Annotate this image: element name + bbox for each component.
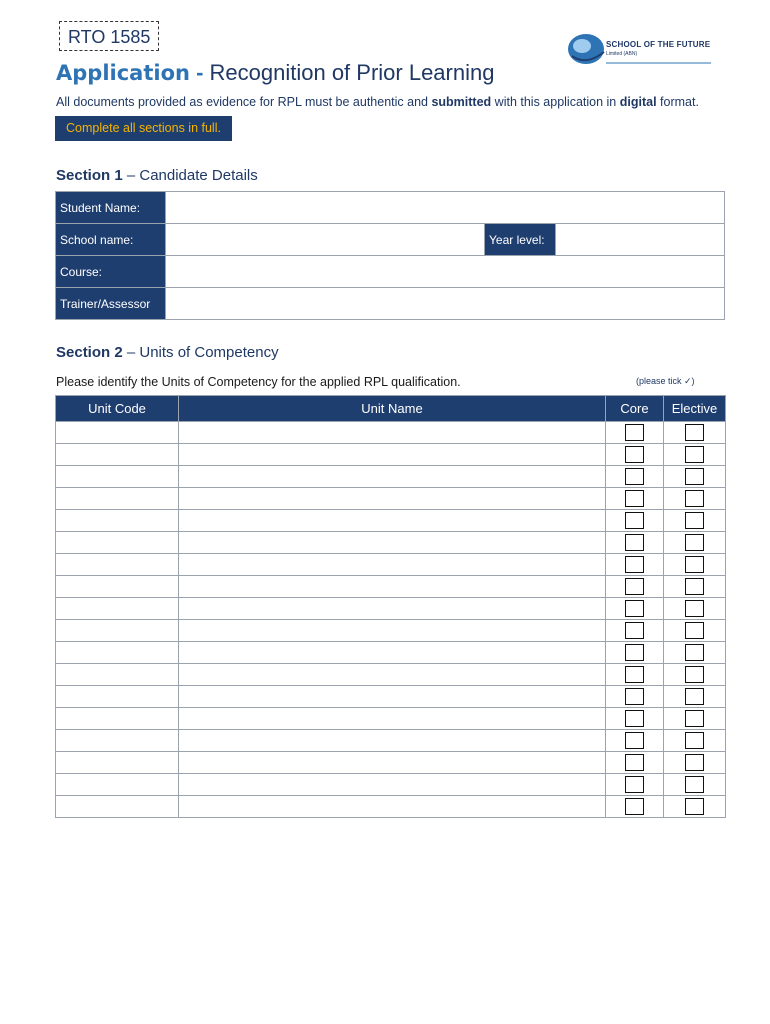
col-unit-name: Unit Name [179, 396, 606, 422]
trainer-field[interactable] [166, 288, 725, 320]
title-rest: Recognition of Prior Learning [209, 60, 495, 85]
core-cell [606, 510, 664, 532]
elective-cell [664, 796, 726, 818]
elective-checkbox[interactable] [685, 644, 704, 661]
unit-name-cell[interactable] [179, 444, 606, 466]
unit-code-cell[interactable] [56, 774, 179, 796]
core-checkbox[interactable] [625, 578, 644, 595]
unit-code-cell[interactable] [56, 796, 179, 818]
core-checkbox[interactable] [625, 556, 644, 573]
unit-name-cell[interactable] [179, 532, 606, 554]
elective-checkbox[interactable] [685, 468, 704, 485]
core-checkbox[interactable] [625, 622, 644, 639]
elective-checkbox[interactable] [685, 556, 704, 573]
unit-code-cell[interactable] [56, 554, 179, 576]
core-cell [606, 488, 664, 510]
elective-cell [664, 642, 726, 664]
student-name-label: Student Name: [56, 192, 166, 224]
table-row [56, 444, 726, 466]
unit-name-cell[interactable] [179, 642, 606, 664]
unit-code-cell[interactable] [56, 620, 179, 642]
table-row [56, 598, 726, 620]
col-unit-code: Unit Code [56, 396, 179, 422]
table-row [56, 488, 726, 510]
table-row [56, 642, 726, 664]
elective-checkbox[interactable] [685, 776, 704, 793]
table-row [56, 576, 726, 598]
core-cell [606, 444, 664, 466]
unit-name-cell[interactable] [179, 774, 606, 796]
elective-cell [664, 730, 726, 752]
col-elective: Elective [664, 396, 726, 422]
unit-code-cell[interactable] [56, 510, 179, 532]
elective-checkbox[interactable] [685, 622, 704, 639]
student-name-field[interactable] [166, 192, 725, 224]
elective-cell [664, 510, 726, 532]
intro-part-1: All documents provided as evidence for RPL must be authentic and [56, 95, 432, 109]
title-application: Application [56, 61, 190, 85]
units-body [56, 422, 726, 818]
core-cell [606, 620, 664, 642]
unit-code-cell[interactable] [56, 642, 179, 664]
core-cell [606, 752, 664, 774]
unit-name-cell[interactable] [179, 554, 606, 576]
elective-cell [664, 532, 726, 554]
unit-code-cell[interactable] [56, 686, 179, 708]
core-cell [606, 796, 664, 818]
page-title [56, 60, 494, 86]
table-row [56, 554, 726, 576]
unit-code-cell[interactable] [56, 576, 179, 598]
intro-bold-digital: digital [619, 95, 657, 109]
elective-checkbox[interactable] [685, 534, 704, 551]
unit-name-cell[interactable] [179, 752, 606, 774]
table-row [56, 510, 726, 532]
core-cell [606, 422, 664, 444]
unit-name-cell[interactable] [179, 708, 606, 730]
table-row [56, 532, 726, 554]
core-cell [606, 554, 664, 576]
school-name-field[interactable] [166, 224, 485, 256]
elective-checkbox[interactable] [685, 512, 704, 529]
intro-text [56, 95, 699, 109]
elective-cell [664, 752, 726, 774]
core-checkbox[interactable] [625, 732, 644, 749]
unit-name-cell[interactable] [179, 576, 606, 598]
year-level-label: Year level: [485, 224, 556, 256]
rto-number: RTO 1585 [59, 21, 159, 51]
core-checkbox[interactable] [625, 424, 644, 441]
unit-name-cell[interactable] [179, 664, 606, 686]
core-checkbox[interactable] [625, 534, 644, 551]
elective-cell [664, 466, 726, 488]
table-row [56, 620, 726, 642]
core-cell [606, 664, 664, 686]
elective-checkbox[interactable] [685, 732, 704, 749]
unit-code-cell[interactable] [56, 730, 179, 752]
core-checkbox[interactable] [625, 754, 644, 771]
globe-logo-icon [566, 30, 716, 68]
core-cell [606, 598, 664, 620]
elective-checkbox[interactable] [685, 600, 704, 617]
elective-checkbox[interactable] [685, 578, 704, 595]
core-cell [606, 576, 664, 598]
candidate-details-table [55, 191, 725, 320]
trainer-label: Trainer/Assessor [56, 288, 166, 320]
section-1-number: Section 1 [56, 167, 123, 184]
core-checkbox[interactable] [625, 512, 644, 529]
unit-name-cell[interactable] [179, 488, 606, 510]
unit-code-cell[interactable] [56, 708, 179, 730]
elective-cell [664, 422, 726, 444]
unit-code-cell[interactable] [56, 664, 179, 686]
section-2-heading [56, 344, 279, 361]
table-row [56, 774, 726, 796]
unit-name-cell[interactable] [179, 686, 606, 708]
table-row [56, 422, 726, 444]
unit-name-cell[interactable] [179, 796, 606, 818]
core-cell [606, 774, 664, 796]
logo-sub: Limited (ABN) [606, 51, 638, 57]
core-checkbox[interactable] [625, 798, 644, 815]
complete-banner: Complete all sections in full. [55, 116, 232, 141]
elective-cell [664, 620, 726, 642]
elective-cell [664, 774, 726, 796]
elective-checkbox[interactable] [685, 798, 704, 815]
core-checkbox[interactable] [625, 468, 644, 485]
course-field[interactable] [166, 256, 725, 288]
core-cell [606, 708, 664, 730]
table-row [56, 752, 726, 774]
unit-code-cell[interactable] [56, 752, 179, 774]
core-cell [606, 466, 664, 488]
unit-name-cell[interactable] [179, 422, 606, 444]
core-checkbox[interactable] [625, 688, 644, 705]
elective-cell [664, 664, 726, 686]
unit-name-cell[interactable] [179, 510, 606, 532]
core-checkbox[interactable] [625, 776, 644, 793]
core-checkbox[interactable] [625, 666, 644, 683]
intro-part-3: format. [656, 95, 699, 109]
elective-checkbox[interactable] [685, 490, 704, 507]
section-2-title: – Units of Competency [122, 344, 279, 361]
unit-name-cell[interactable] [179, 730, 606, 752]
table-row [56, 466, 726, 488]
elective-cell [664, 708, 726, 730]
core-checkbox[interactable] [625, 490, 644, 507]
core-checkbox[interactable] [625, 710, 644, 727]
col-core: Core [606, 396, 664, 422]
core-cell [606, 730, 664, 752]
core-checkbox[interactable] [625, 600, 644, 617]
elective-checkbox[interactable] [685, 754, 704, 771]
unit-code-cell[interactable] [56, 488, 179, 510]
elective-cell [664, 598, 726, 620]
intro-part-2: with this application in [491, 95, 620, 109]
tick-note: (please tick ✓) [636, 376, 695, 386]
unit-code-cell[interactable] [56, 422, 179, 444]
elective-checkbox[interactable] [685, 424, 704, 441]
elective-checkbox[interactable] [685, 666, 704, 683]
table-row [56, 730, 726, 752]
unit-code-cell[interactable] [56, 466, 179, 488]
core-cell [606, 642, 664, 664]
elective-cell [664, 444, 726, 466]
section-1-heading [56, 167, 258, 184]
table-row [56, 664, 726, 686]
unit-name-cell[interactable] [179, 598, 606, 620]
logo-name: SCHOOL OF THE FUTURE [606, 40, 711, 49]
core-cell [606, 686, 664, 708]
table-row [56, 796, 726, 818]
units-instruction: Please identify the Units of Competency for the applied RPL qualification. [56, 375, 461, 389]
school-logo [566, 30, 716, 68]
table-row [56, 686, 726, 708]
elective-checkbox[interactable] [685, 710, 704, 727]
elective-cell [664, 686, 726, 708]
unit-code-cell[interactable] [56, 532, 179, 554]
units-table [55, 395, 726, 818]
core-cell [606, 532, 664, 554]
intro-bold-submitted: submitted [431, 95, 492, 109]
core-checkbox[interactable] [625, 644, 644, 661]
core-checkbox[interactable] [625, 446, 644, 463]
unit-code-cell[interactable] [56, 598, 179, 620]
section-2-number: Section 2 [56, 344, 123, 361]
elective-checkbox[interactable] [685, 688, 704, 705]
elective-checkbox[interactable] [685, 446, 704, 463]
unit-name-cell[interactable] [179, 466, 606, 488]
section-1-title: – Candidate Details [122, 167, 258, 184]
year-level-field[interactable] [556, 224, 725, 256]
unit-name-cell[interactable] [179, 620, 606, 642]
title-dash: - [189, 60, 210, 85]
unit-code-cell[interactable] [56, 444, 179, 466]
school-name-label: School name: [56, 224, 166, 256]
elective-cell [664, 576, 726, 598]
elective-cell [664, 554, 726, 576]
table-row [56, 708, 726, 730]
elective-cell [664, 488, 726, 510]
course-label: Course: [56, 256, 166, 288]
